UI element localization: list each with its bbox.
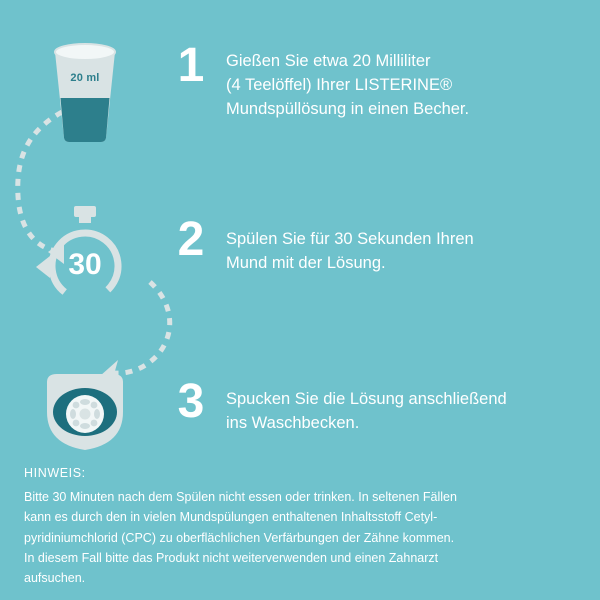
note-section: [24, 466, 576, 588]
step-3: [0, 368, 600, 460]
measuring-cup-icon: [45, 36, 125, 144]
stopwatch-seconds-label: 30: [68, 248, 102, 281]
step-3-text-line-1: Spucken Sie die Lösung anschließend: [226, 390, 507, 408]
sink-drain-icon: [25, 368, 145, 460]
step-2-text: [212, 226, 556, 276]
step-1: [0, 36, 600, 144]
stopwatch-icon: [30, 204, 140, 316]
note-line-4: In diesem Fall bitte das Produkt nicht weiterverwenden und einen Zahnarzt: [24, 550, 439, 565]
step-2-number: 2: [177, 213, 205, 266]
step-1-text-line-3: Mundspüllösung in einen Becher.: [226, 99, 470, 118]
step-1-icon-area: [0, 36, 170, 144]
note-body: [24, 487, 576, 588]
step-2-text-line-1: Spülen Sie für 30 Sekunden Ihren: [226, 230, 474, 248]
note-title: HINWEIS:: [24, 466, 86, 480]
step-3-icon-area: [0, 368, 170, 460]
note-line-5: aufsuchen.: [24, 571, 86, 585]
step-1-text-line-2: (4 Teelöffel) Ihrer LISTERINE®: [226, 75, 453, 94]
cup-volume-label: 20 ml: [70, 72, 100, 84]
note-line-1: Bitte 30 Minuten nach dem Spülen nicht essen oder trinken. In seltenen Fällen: [24, 490, 457, 504]
note-line-3: pyridiniumchlorid (CPC) zu oberflächlichen Verfärbungen der Zähne kommen.: [24, 530, 455, 545]
note-line-2: kann es durch den in vielen Mundspülungen enthaltenen Inhaltsstoff Cetyl-: [24, 510, 438, 525]
step-3-text-line-2: ins Waschbecken.: [226, 413, 360, 432]
step-2: [0, 204, 600, 316]
step-1-text: [212, 48, 556, 122]
step-1-number: 1: [177, 39, 205, 92]
step-2-text-line-2: Mund mit der Lösung.: [226, 253, 386, 272]
step-2-icon-area: [0, 204, 170, 316]
step-3-text: [212, 386, 556, 436]
step-1-text-line-1: Gießen Sie etwa 20 Milliliter: [226, 52, 431, 70]
step-3-number: 3: [177, 375, 205, 428]
